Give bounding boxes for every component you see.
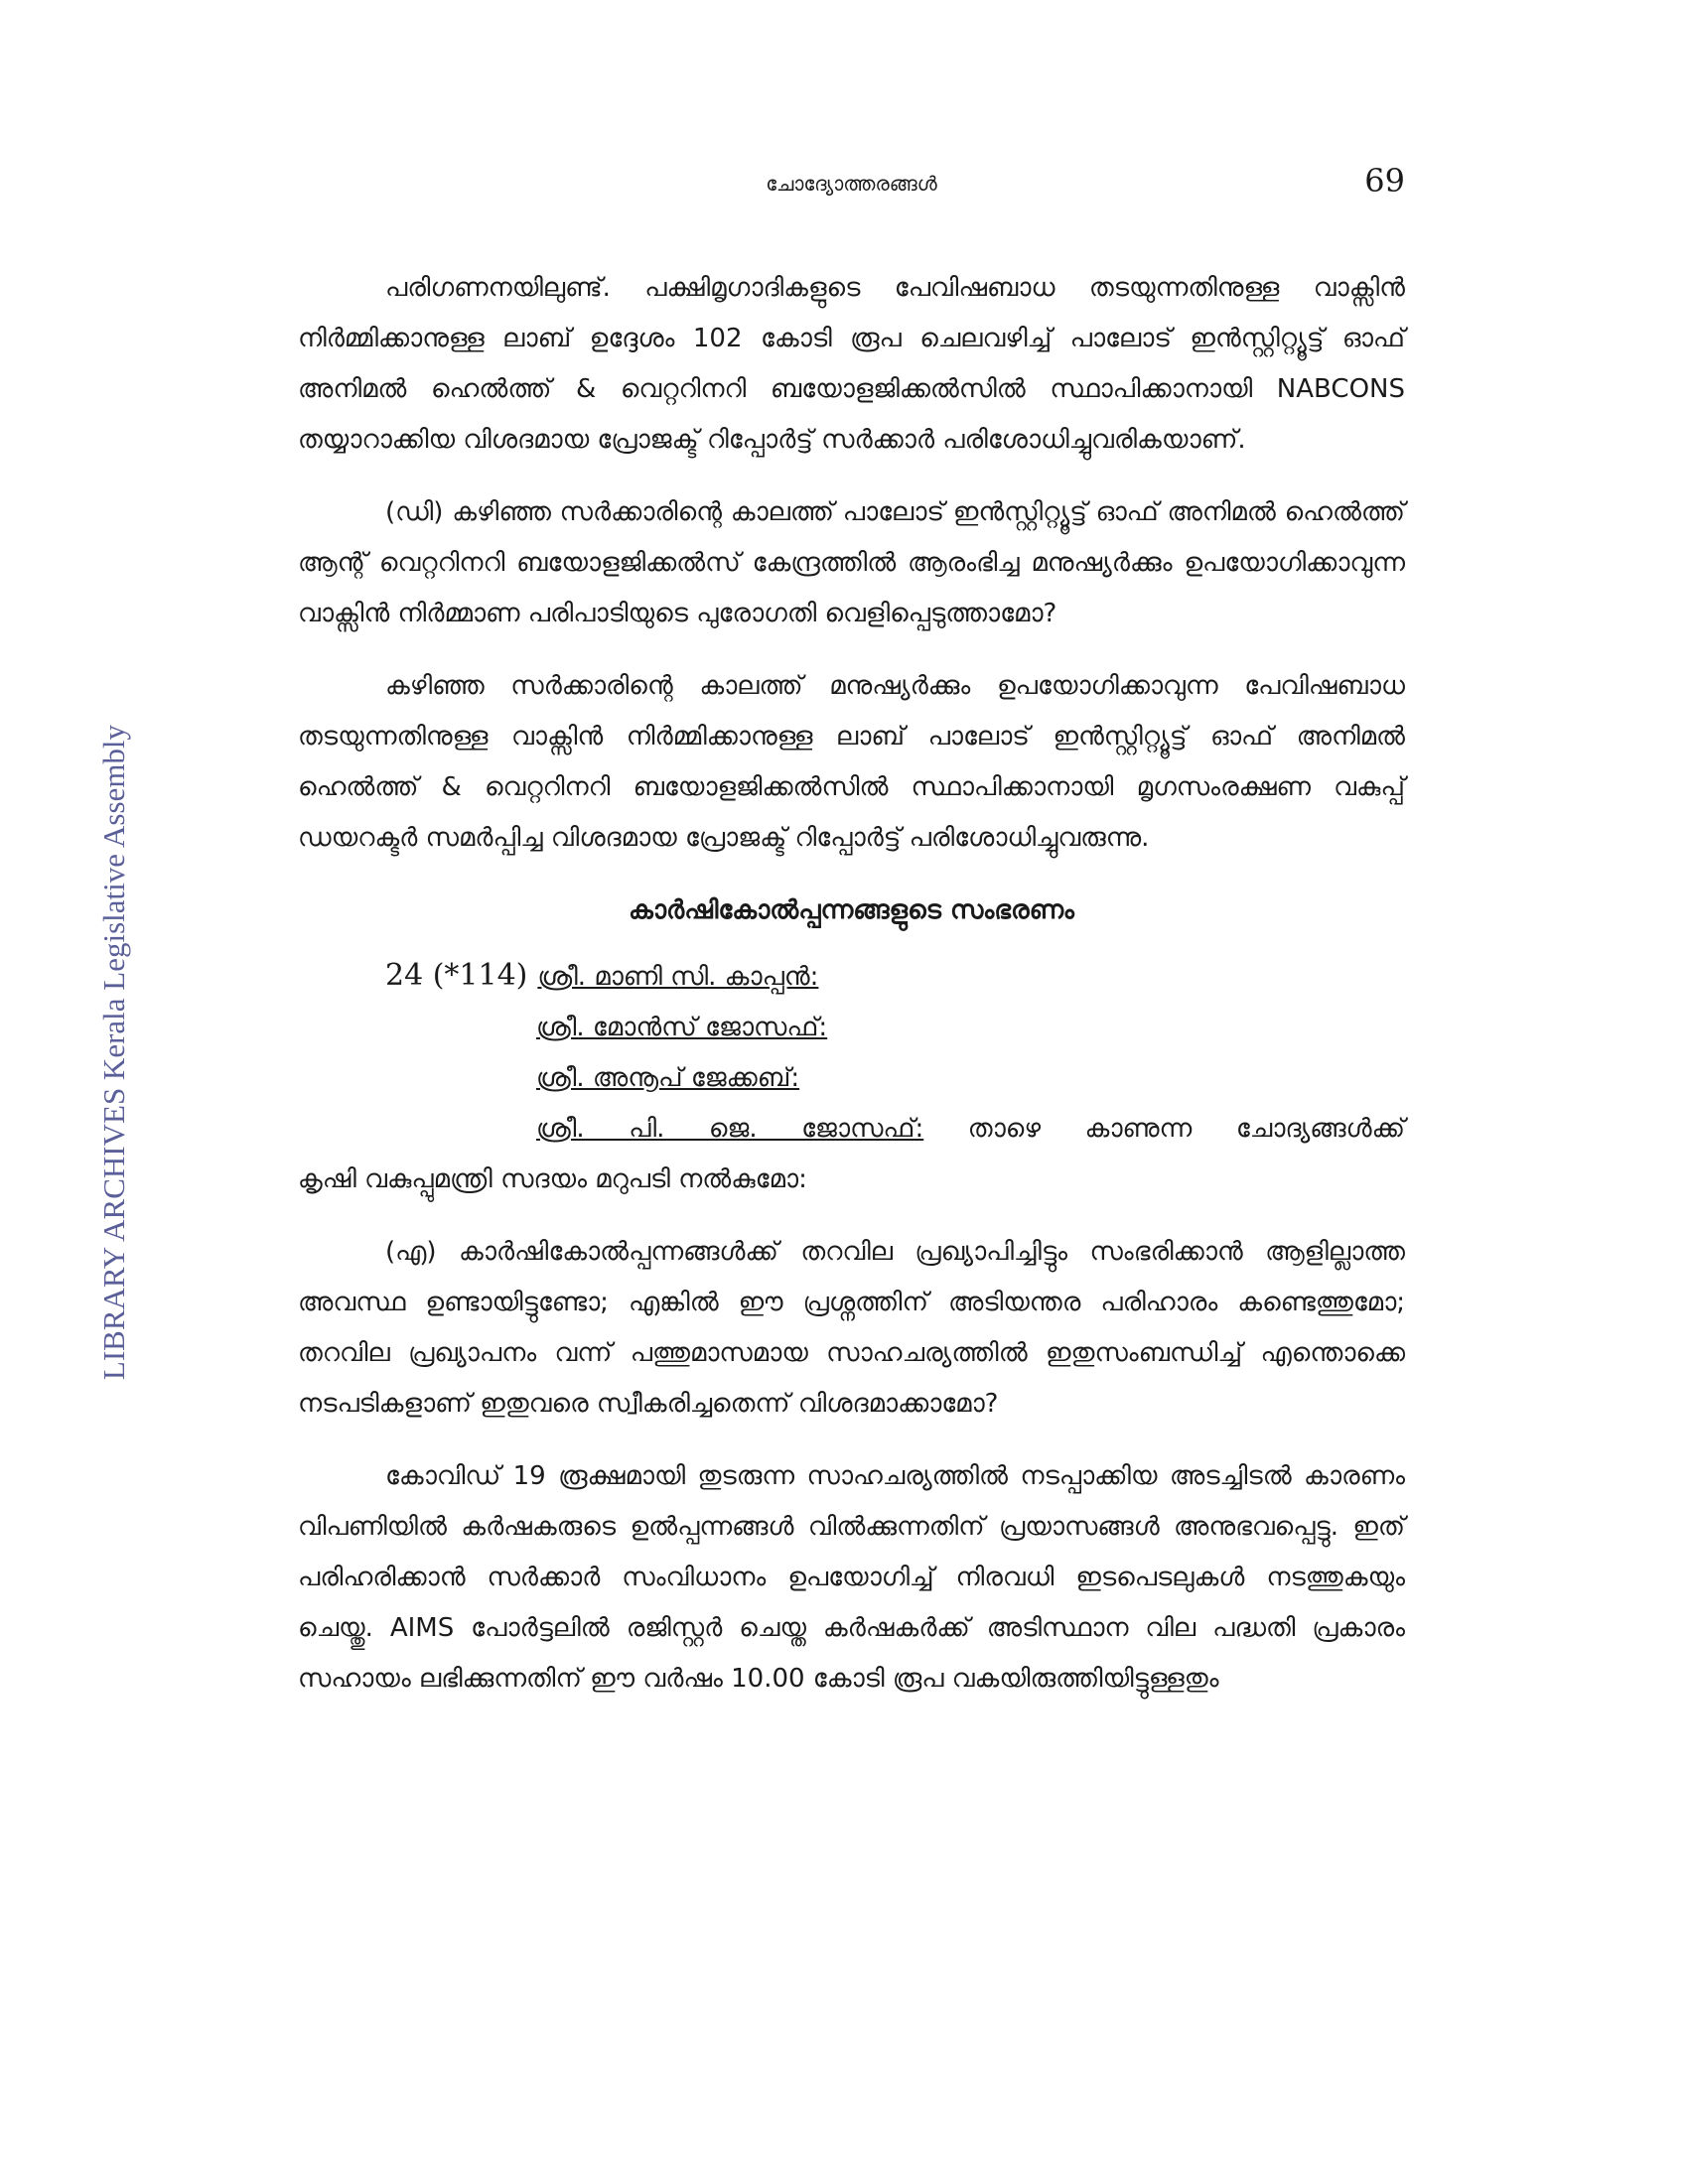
section-heading: കാർഷികോൽപ്പന്നങ്ങളുടെ സംഭരണം bbox=[629, 895, 1074, 925]
page-number: 69 bbox=[1364, 162, 1405, 200]
request-continuation: കൃഷി വകുപ്പുമന്ത്രി സദയം മറുപടി നൽകുമോ: bbox=[298, 1164, 807, 1194]
request-tail: താഴെ കാണുന്ന ചോദ്യങ്ങൾക്ക് bbox=[967, 1114, 1405, 1144]
member-3: ശ്രീ. അനൂപ് ജേക്കബ്: bbox=[536, 1063, 800, 1093]
paragraph-2-question-d: (ഡി) കഴിഞ്ഞ സർക്കാരിന്റെ കാലത്ത് പാലോട് ഇൻസ്റ്റിറ്റ്യൂട്ട് ഓഫ് അനിമൽ ഹെൽത്ത് ആന്റ് വെറ്ററിനറി ബയോളജിക്കൽസ് കേന്ദ്രത്തിൽ ആരംഭിച്ച മനുഷ്യർക്കും ഉപയോഗിക്കാവുന്ന വാക്സിൻ നിർമ്മാണ പരിപാടിയുടെ പുരോഗതി വെളിപ്പെടുത്താമോ? bbox=[298, 497, 1405, 628]
member-1: ശ്രീ. മാണി സി. കാപ്പൻ: bbox=[537, 962, 819, 992]
archive-watermark: LIBRARY ARCHIVES Kerala Legislative Assembly bbox=[96, 724, 131, 1381]
member-4: ശ്രീ. പി. ജെ. ജോസഫ്: bbox=[536, 1114, 924, 1144]
running-title: ചോദ്യോത്തരങ്ങൾ bbox=[766, 172, 937, 196]
member-2: ശ്രീ. മോൻസ് ജോസഫ്: bbox=[536, 1013, 828, 1042]
member-line-3 bbox=[536, 1053, 1405, 1104]
member-line-2 bbox=[536, 1003, 1405, 1053]
paragraph-3-answer-d: കഴിഞ്ഞ സർക്കാരിന്റെ കാലത്ത് മനുഷ്യർക്കും ഉപയോഗിക്കാവുന്ന പേവിഷബാധ തടയുന്നതിനുള്ള വാക്സിൻ നിർമ്മിക്കാനുള്ള ലാബ് പാലോട് ഇൻസ്റ്റിറ്റ്യൂട്ട് ഓഫ് അനിമൽ ഹെൽത്ത് & വെറ്ററിനറി ബയോളജിക്കൽസിൽ സ്ഥാപിക്കാനായി മൃഗസംരക്ഷണ വകുപ്പ് ഡയറക്ടർ സമർപ്പിച്ച വിശദമായ പ്രോജക്ട് റിപ്പോർട്ട് പരിശോധിച്ചുവരുന്നു. bbox=[298, 671, 1405, 853]
paragraph-1: പരിഗണനയിലുണ്ട്. പക്ഷിമൃഗാദികളുടെ പേവിഷബാധ തടയുന്നതിനുള്ള വാക്സിൻ നിർമ്മിക്കാനുള്ള ലാബ് ഉദ്ദേശം 102 കോടി രൂപ ചെലവഴിച്ച് പാലോട് ഇൻസ്റ്റിറ്റ്യൂട്ട് ഓഫ് അനിമൽ ഹെൽത്ത് & വെറ്ററിനറി ബയോളജിക്കൽസിൽ സ്ഥാപിക്കാനായി NABCONS തയ്യാറാക്കിയ വിശദമായ പ്രോജക്ട് റിപ്പോർട്ട് സർക്കാർ പരിശോധിച്ചുവരികയാണ്. bbox=[298, 273, 1405, 455]
page-header bbox=[298, 154, 1405, 213]
member-line-4 bbox=[536, 1104, 1405, 1155]
paragraph-5-answer-a: കോവിഡ് 19 രൂക്ഷമായി തുടരുന്ന സാഹചര്യത്തിൽ നടപ്പാക്കിയ അടച്ചിടൽ കാരണം വിപണിയിൽ കർഷകരുടെ ഉൽപ്പന്നങ്ങൾ വിൽക്കുന്നതിന് പ്രയാസങ്ങൾ അനുഭവപ്പെട്ടു. ഇത് പരിഹരിക്കാൻ സർക്കാർ സംവിധാനം ഉപയോഗിച്ച് നിരവധി ഇടപെടലുകൾ നടത്തുകയും ചെയ്തു. AIMS പോർട്ടലിൽ രജിസ്റ്റർ ചെയ്ത കർഷകർക്ക് അടിസ്ഥാന വില പദ്ധതി പ്രകാരം സഹായം ലഭിക്കുന്നതിന് ഈ വർഷം 10.00 കോടി രൂപ വകയിരുത്തിയിട്ടുള്ളതും bbox=[298, 1461, 1405, 1694]
document-body bbox=[298, 263, 1405, 1726]
question-block bbox=[298, 950, 1405, 1205]
question-first-line bbox=[385, 950, 1405, 1003]
paragraph-4-question-a: (എ) കാർഷികോൽപ്പന്നങ്ങൾക്ക് തറവില പ്രഖ്യാപിച്ചിട്ടും സംഭരിക്കാൻ ആളില്ലാത്ത അവസ്ഥ ഉണ്ടായിട്ടുണ്ടോ; എങ്കിൽ ഈ പ്രശ്നത്തിന് അടിയന്തര പരിഹാരം കണ്ടെത്തുമോ; തറവില പ്രഖ്യാപനം വന്ന് പത്തുമാസമായ സാഹചര്യത്തിൽ ഇതുസംബന്ധിച്ച് എന്തൊക്കെ നടപടികളാണ് ഇതുവരെ സ്വീകരിച്ചതെന്ന് വിശദമാക്കാമോ? bbox=[298, 1237, 1405, 1419]
question-number: 24 (*114) bbox=[385, 958, 528, 993]
